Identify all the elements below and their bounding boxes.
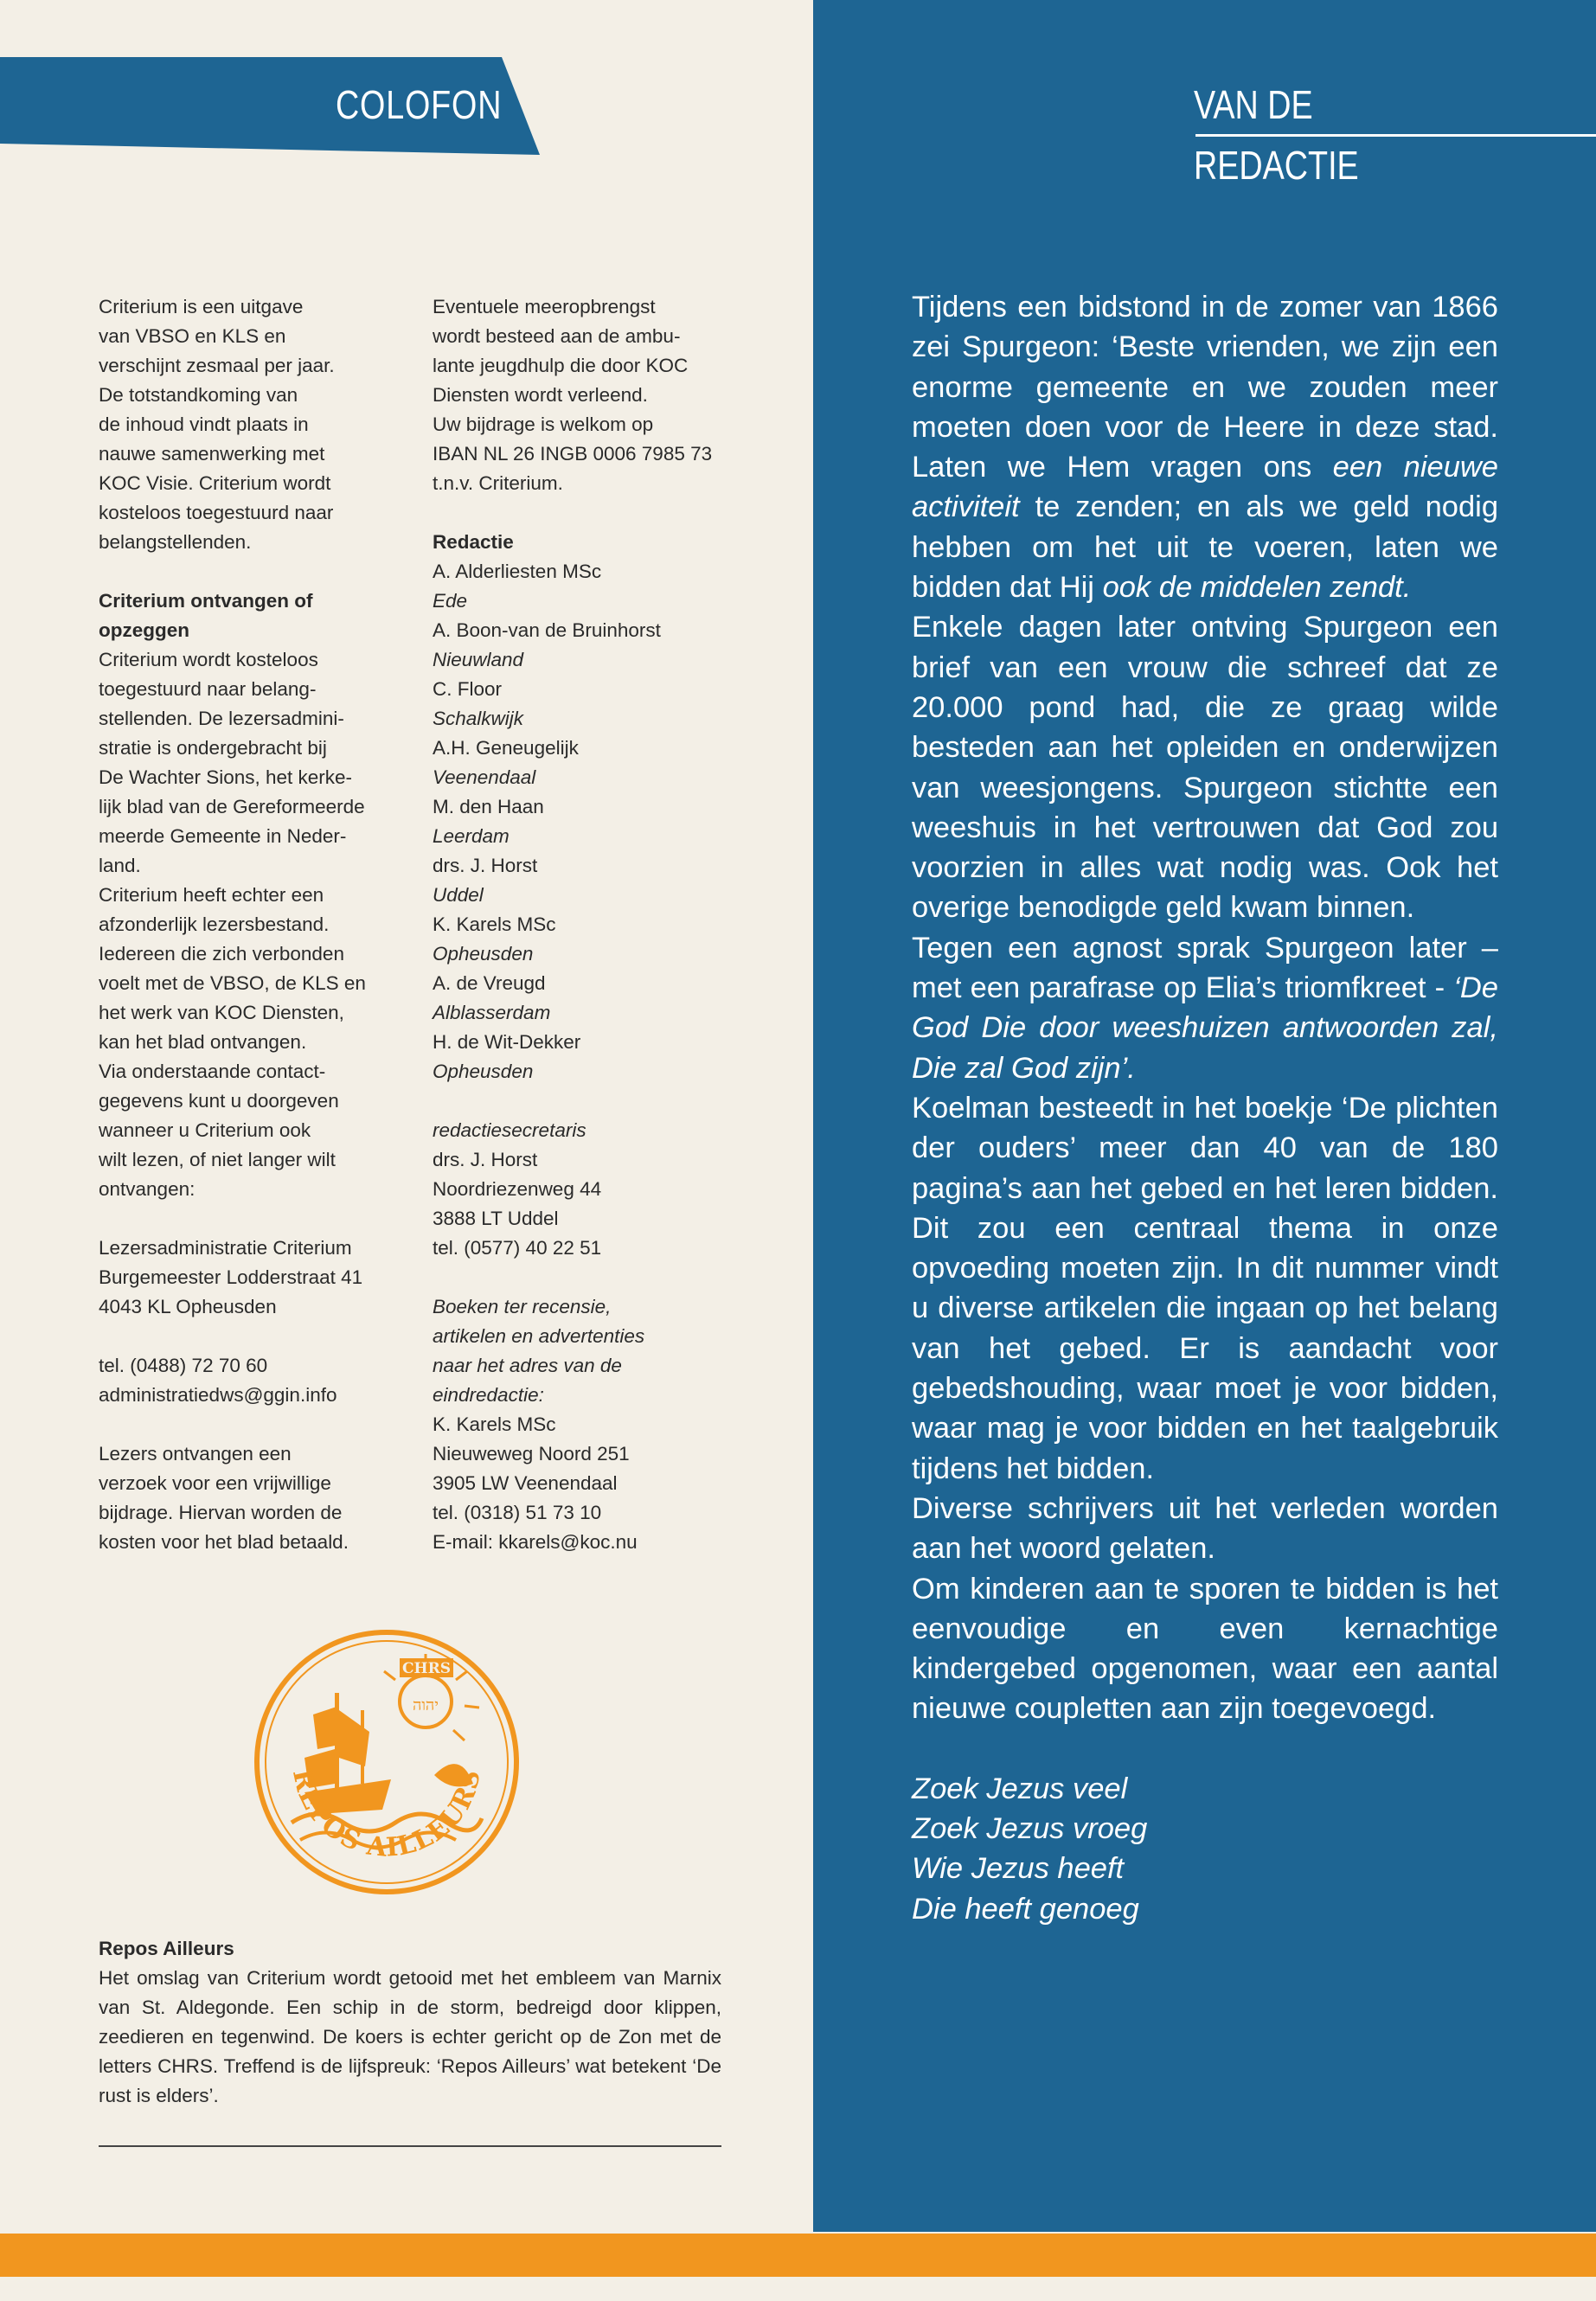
text-line: De Wachter Sions, het kerke- [99,766,353,788]
member-name: A. Boon-van de Bruinhorst [433,619,661,641]
text-line: 3888 LT Uddel [433,1208,559,1229]
colofon-column-2 [433,292,761,1557]
member-name: A. de Vreugd [433,972,546,994]
member-place: Uddel [433,884,484,906]
text-line: 4043 KL Opheusden [99,1296,277,1317]
editorial-text [912,287,1498,1929]
contribution-block [99,1439,410,1557]
text-line: lante jeugdhulp die door KOC [433,355,689,376]
member-name: C. Floor [433,678,503,700]
text-line: kosteloos toegestuurd naar [99,502,334,523]
verse-line: Die heeft genoeg [912,1892,1139,1926]
text-line: meerde Gemeente in Neder- [99,825,347,847]
secretaris-block [433,1145,761,1263]
email: administratiedws@ggin.info [99,1384,337,1406]
text-line: afzonderlijk lezersbestand. [99,913,330,935]
text-line: nauwe samenwerking met [99,443,325,465]
text-line: Iedereen die zich verbonden [99,943,344,965]
member-place: Ede [433,590,468,612]
text-line: wilt lezen, of niet langer wilt [99,1149,336,1170]
editorial-paragraph: Tijdens een bidstond in de zomer van 1866 zei Spurgeon: ‘Beste vrienden, we zijn een enorme gemeente en we zouden meer moeten doen voor de Heere in deze stad. Laten we Hem vragen ons een nieuwe activiteit te zenden; en als we geld nodig hebben om het uit te voeren, laten we bidden dat Hij ook de middelen zendt. [912,291,1498,605]
text-line: stratie is ondergebracht bij [99,737,327,759]
member-name: H. de Wit-Dekker [433,1031,581,1053]
text-line: Criterium wordt kosteloos [99,649,318,670]
intro-block [99,292,410,557]
verse-line: Zoek Jezus vroeg [912,1811,1148,1845]
text-line: belangstellenden. [99,531,252,553]
text-line: wanneer u Criterium ook [99,1119,311,1141]
text-line: Lezersadministratie Criterium [99,1237,352,1259]
bottom-orange-bar [0,2234,1596,2277]
editorial-paragraph: Enkele dagen later ontving Spurgeon een brief van een vrouw die schreef dat ze 20.000 pond had, die ze graag wilde besteden aan het opleiden en onderwijzen van weesjongens. Spurgeon stichtte een weeshuis in het vertrouwen dat God zou voorzien in alles wat nodig was. Ook het overige benodigde geld kwam binnen. [912,611,1498,925]
member-name: drs. J. Horst [433,855,538,876]
redactie-list [433,557,761,1086]
text-line: eindredactie: [433,1384,544,1406]
emblem-top-text: CHRS [402,1660,451,1677]
subscription-block [99,645,410,1204]
text-line: kan het blad ontvangen. [99,1031,307,1053]
redactie-title-underline [1195,134,1596,137]
text-line: Criterium heeft echter een [99,884,324,906]
text-line: de inhoud vindt plaats in [99,413,309,435]
text-line: Diensten wordt verleend. [433,384,648,406]
phone: tel. (0577) 40 22 51 [433,1237,602,1259]
text-line: wordt besteed aan de ambu- [433,325,681,347]
text-line: land. [99,855,141,876]
text-line: gegevens kunt u doorgeven [99,1090,339,1112]
text-line: Via onderstaande contact- [99,1061,326,1082]
text-line: Boeken ter recensie, [433,1296,612,1317]
phone: tel. (0318) 51 73 10 [433,1502,602,1523]
editorial-paragraph: Koelman besteedt in het boekje ‘De plichten der ouders’ meer dan 40 van de 180 pagina’s aan het gebed en het leren bidden. Dit zou een centraal thema in onze opvoeding moeten zijn. In dit nummer vindt u diverse artikelen die ingaan op het belang van het gebed. Er is aandacht voor gebedshouding, waar moet je voor bidden, waar mag je voor bidden en het taalgebruik tijdens het bidden. [912,1091,1498,1485]
text-line: KOC Visie. Criterium wordt [99,472,331,494]
member-name: A.H. Geneugelijk [433,737,579,759]
section-heading: opzeggen [99,619,189,641]
text-line: toegestuurd naar belang- [99,678,317,700]
member-place: Opheusden [433,1061,534,1082]
repos-title: Repos Ailleurs [99,1938,234,1959]
editorial-paragraph: Diverse schrijvers uit het verleden worden aan het woord gelaten. [912,1491,1498,1566]
eindredactie-block [433,1410,761,1557]
text-line: artikelen en advertenties [433,1325,645,1347]
member-name: A. Alderliesten MSc [433,561,602,582]
text-line: het werk van KOC Diensten, [99,1002,344,1023]
donation-block [433,292,761,498]
verse-line: Zoek Jezus veel [912,1772,1128,1805]
text-line: van VBSO en KLS en [99,325,286,347]
emblem-hebrew: יהוה [412,1696,439,1715]
editorial-paragraph: Tegen een agnost sprak Spurgeon later – met een parafrase op Elia’s triomfkreet - ‘De God Die door weeshuizen antwoorden zal, Die zal God zijn’. [912,931,1498,1085]
colofon-column-1 [99,292,410,1557]
closing-verse [912,1769,1498,1929]
member-place: Leerdam [433,825,510,847]
member-place: Veenendaal [433,766,536,788]
text-line: lijk blad van de Gereformeerde [99,796,365,817]
text-line: Lezers ontvangen een [99,1443,292,1465]
member-name: M. den Haan [433,796,544,817]
repos-text: Het omslag van Criterium wordt getooid met het embleem van Marnix van St. Aldegonde. Een schip in de storm, bedreigd door klippen, zeedieren en tegenwind. De koers is echter gericht op de Zon met de letters CHRS. Treffend is de lijfspreuk: ‘Repos Ailleurs’ wat betekent ‘De rust is elders’. [99,1967,721,2106]
address-block [99,1234,410,1322]
text-line: Burgemeester Lodderstraat 41 [99,1266,363,1288]
text-line: bijdrage. Hiervan worden de [99,1502,343,1523]
text-line: Eventuele meeropbrengst [433,296,656,317]
member-name: K. Karels MSc [433,913,556,935]
iban: IBAN NL 26 INGB 0006 7985 73 [433,443,713,465]
divider [99,2145,721,2147]
member-place: Schalkwijk [433,708,524,729]
text-line: Criterium is een uitgave [99,296,304,317]
member-place: Opheusden [433,943,534,965]
text-line: Noordriezenweg 44 [433,1178,602,1200]
text-line: stellenden. De lezersadmini- [99,708,344,729]
text-line: verzoek voor een vrijwillige [99,1472,331,1494]
text-line: Nieuweweg Noord 251 [433,1443,630,1465]
text-line: K. Karels MSc [433,1413,556,1435]
member-place: Nieuwland [433,649,524,670]
colofon-title: COLOFON [336,82,503,127]
boeken-label [433,1292,761,1410]
text-line: t.n.v. Criterium. [433,472,563,494]
text-line: Uw bijdrage is welkom op [433,413,654,435]
verse-line: Wie Jezus heeft [912,1852,1125,1886]
email: E-mail: kkarels@koc.nu [433,1531,638,1553]
text-line: naar het adres van de [433,1355,622,1376]
text-line: voelt met de VBSO, de KLS en [99,972,366,994]
text-line: 3905 LW Veenendaal [433,1472,618,1494]
editorial-paragraph: Om kinderen aan te sporen te bidden is het eenvoudige en even kernachtige kindergebed opgenomen, waar een aantal nieuwe coupletten aan zijn toegevoegd. [912,1572,1498,1726]
repos-ailleurs-section [99,1934,721,2111]
redactie-title: VAN DE REDACTIE [1194,82,1359,188]
secretaris-label: redactiesecretaris [433,1119,586,1141]
text-line: drs. J. Horst [433,1149,538,1170]
contact-block [99,1351,410,1410]
member-place: Alblasserdam [433,1002,551,1023]
text-line: kosten voor het blad betaald. [99,1531,349,1553]
redactie-heading: Redactie [433,531,514,553]
text-line: ontvangen: [99,1178,195,1200]
emblem-ship-icon [253,1628,521,1896]
text-line: verschijnt zesmaal per jaar. [99,355,335,376]
phone: tel. (0488) 72 70 60 [99,1355,268,1376]
emblem-motto: REPOS AILLEURS [285,1766,487,1863]
section-heading: Criterium ontvangen of [99,590,313,612]
text-line: De totstandkoming van [99,384,298,406]
